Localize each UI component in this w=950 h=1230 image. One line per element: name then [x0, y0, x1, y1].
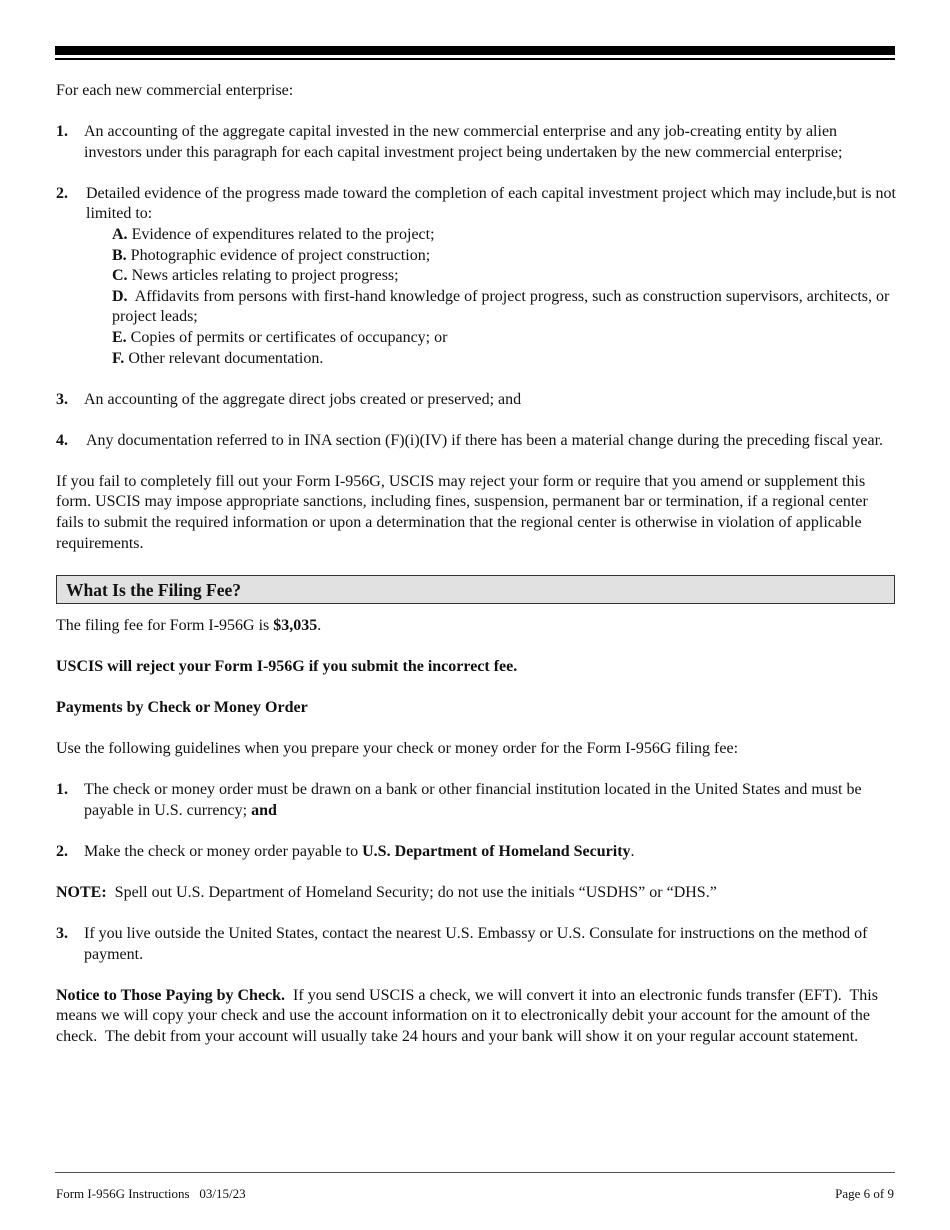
note-text: Spell out U.S. Department of Homeland Security; do not use the initials “USDHS” or “DHS.” [106, 883, 717, 901]
list-number: 4. [56, 431, 68, 449]
fee-period: . [317, 616, 322, 634]
sublist-letter: A. [112, 225, 128, 243]
sublist-text: Copies of permits or certificates of occupancy; or [130, 328, 448, 346]
reject-warning [56, 657, 896, 678]
list-number: 2. [56, 184, 68, 202]
reject-warning-text: USCIS will reject your Form I-956G if you submit the incorrect fee. [56, 657, 518, 675]
sublist [112, 225, 896, 369]
header-thick-rule [55, 46, 895, 55]
sublist-item-a [112, 225, 896, 246]
sublist-item-f [112, 349, 896, 370]
fee-text: The filing fee for Form I-956G is [56, 616, 274, 634]
payments-heading [56, 698, 896, 719]
footer-page-number: Page 6 of 9 [835, 1186, 894, 1201]
payment-item-1 [56, 780, 896, 821]
sublist-item-b [112, 246, 896, 267]
sublist-item-c [112, 266, 896, 287]
page-content [56, 81, 896, 1047]
notice-label: Notice to Those Paying by Check. [56, 986, 286, 1004]
fee-amount: $3,035 [273, 616, 318, 634]
item-bold: U.S. Department of Homeland Security [362, 842, 631, 860]
list-number: 3. [56, 390, 68, 408]
item-period: . [630, 842, 635, 860]
list-number: 1. [56, 781, 68, 799]
payment-item-3 [56, 924, 896, 965]
sublist-letter: C. [112, 267, 128, 285]
list-item-text: An accounting of the aggregate capital invested in the new commercial enterprise and any job-creating entity by alien investors under this paragraph for each capital investment project being undertaken by the new commercial enterprise; [84, 123, 843, 161]
sublist-text: Affidavits from persons with first-hand knowledge of project progress, such as construction supervisors, architects, or project leads; [112, 287, 890, 326]
note [56, 883, 896, 904]
list-item-text: If you live outside the United States, contact the nearest U.S. Embassy or U.S. Consulate for instructions on the method of payment. [84, 924, 868, 963]
payment-item-2 [56, 842, 896, 863]
section-heading-filing-fee: What Is the Filing Fee? [56, 575, 895, 604]
fee-line [56, 616, 896, 637]
list-item-3 [56, 390, 896, 411]
sublist-letter: D. [112, 287, 128, 305]
sublist-text: News articles relating to project progress; [131, 267, 399, 285]
list-number: 1. [56, 123, 68, 141]
list-item-4 [56, 431, 896, 452]
payments-heading-text: Payments by Check or Money Order [56, 698, 308, 716]
sublist-item-e [112, 328, 896, 349]
list-item-2 [56, 184, 896, 225]
footer-rule [55, 1172, 895, 1173]
fail-paragraph: If you fail to completely fill out your Form I-956G, USCIS may reject your form or require that you amend or supplement this form. USCIS may impose appropriate sanctions, including fines, suspension, permanent bar or termination, if a regional center fails to submit the required information or upon a determination that the regional center is otherwise in violation of applicable requirements. [56, 472, 868, 552]
guidelines-intro: Use the following guidelines when you prepare your check or money order for the Form I-956G filing fee: [56, 739, 739, 757]
sublist-item-d [112, 287, 896, 328]
list-item-text: Any documentation referred to in INA section (F)(i)(IV) if there has been a material change during the preceding fiscal year. [86, 431, 884, 449]
item-text: The check or money order must be drawn on a bank or other financial institution located in the United States and must be payable in U.S. currency; [84, 781, 862, 819]
notice-check [56, 986, 896, 1048]
list-item-text [84, 842, 896, 863]
sublist-letter: E. [112, 328, 127, 346]
list-item-1 [56, 122, 896, 163]
footer-form-name: Form I-956G Instructions 03/15/23 [56, 1186, 246, 1201]
sublist-letter: F. [112, 349, 125, 367]
item-text: Make the check or money order payable to [84, 842, 363, 860]
sublist-text: Evidence of expenditures related to the project; [131, 225, 435, 243]
list-number: 2. [56, 842, 68, 860]
sublist-letter: B. [112, 246, 127, 264]
list-item-text: Detailed evidence of the progress made toward the completion of each capital investment project which may include,but is not limited to: [86, 184, 896, 223]
list-item-text: An accounting of the aggregate direct jobs created or preserved; and [84, 390, 522, 408]
item-bold: and [251, 801, 277, 819]
list-number: 3. [56, 924, 68, 942]
sublist-text: Photographic evidence of project construction; [130, 246, 431, 264]
intro-text: For each new commercial enterprise: [56, 82, 294, 99]
notice-text: If you send USCIS a check, we will convert it into an electronic funds transfer (EFT). This means we will copy your check and use the account information on it to electronically debit your account for the amount of the check. The debit from your account will usually take 24 hours and your bank will show it on your regular account statement. [56, 986, 882, 1045]
header-thin-rule [55, 58, 895, 60]
sublist-text: Other relevant documentation. [128, 349, 324, 367]
list-item-text [84, 780, 896, 821]
note-label: NOTE: [56, 883, 107, 901]
